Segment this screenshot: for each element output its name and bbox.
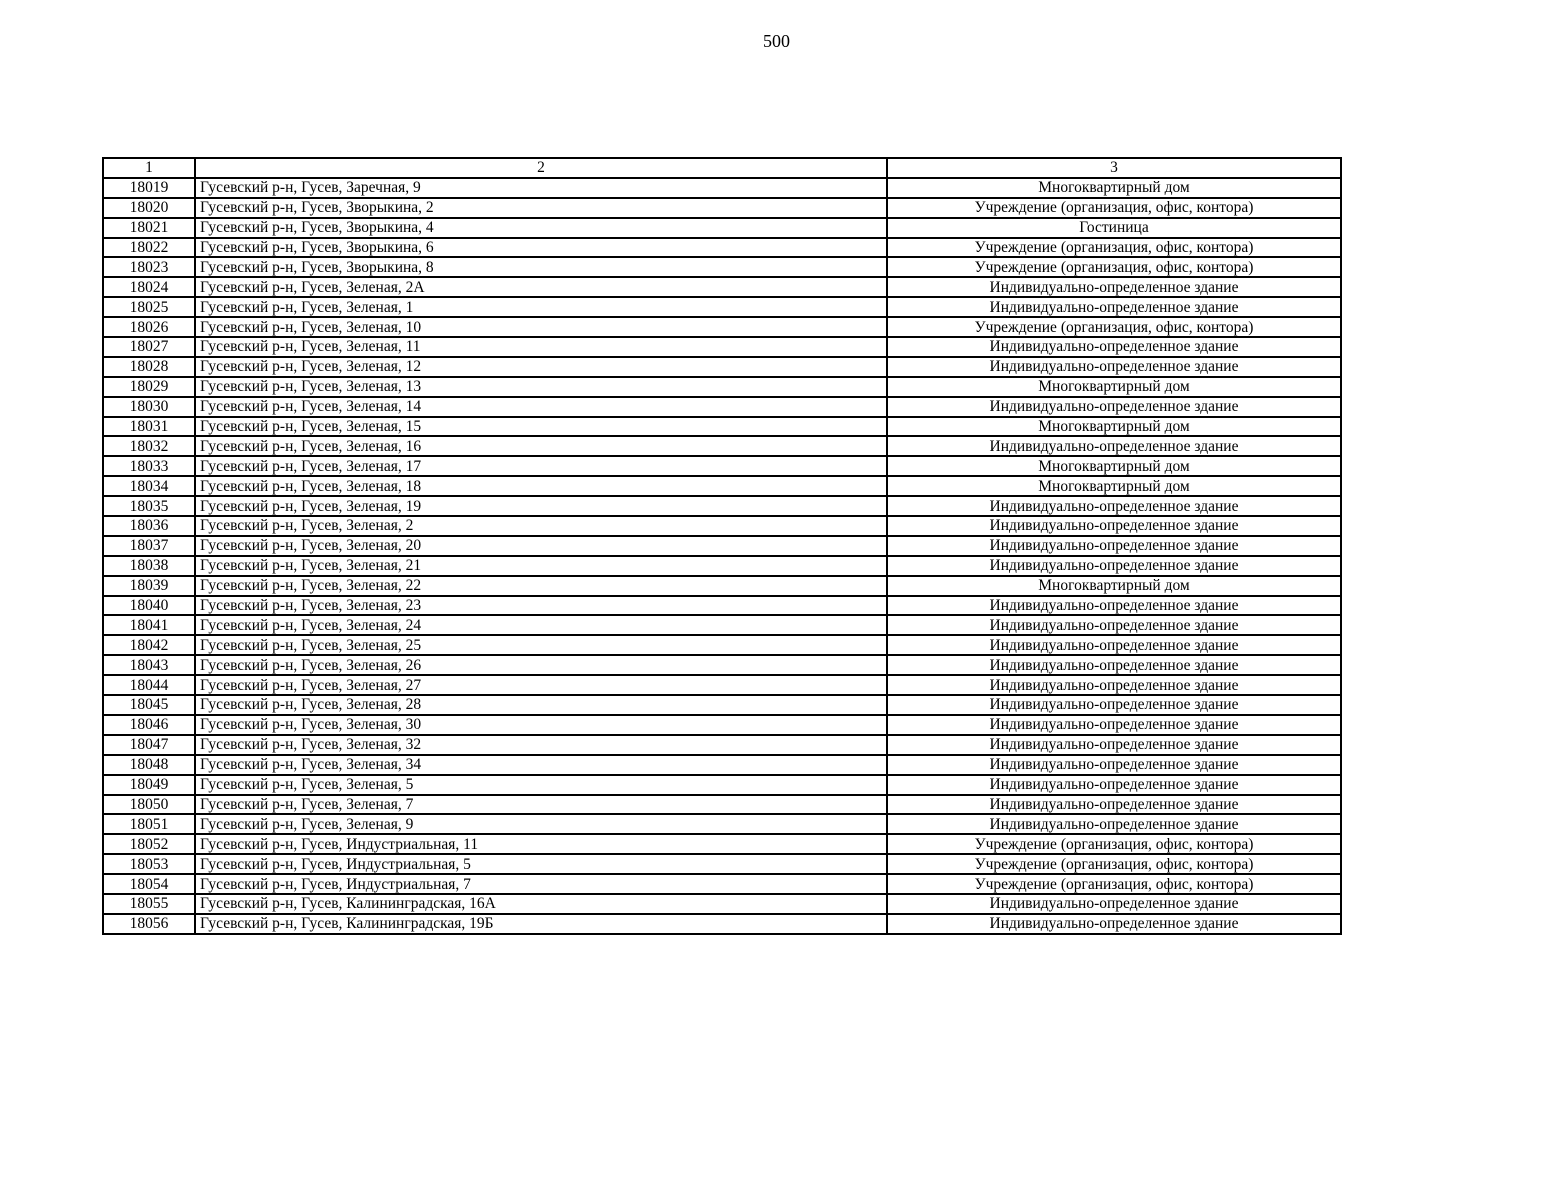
- row-type-cell: Учреждение (организация, офис, контора): [887, 834, 1341, 854]
- row-type-cell: Индивидуально-определенное здание: [887, 615, 1341, 635]
- row-id-cell: 18031: [103, 417, 195, 437]
- row-address-cell: Гусевский р-н, Гусев, Зеленая, 30: [195, 715, 887, 735]
- row-id-cell: 18027: [103, 337, 195, 357]
- row-id-cell: 18046: [103, 715, 195, 735]
- table-row: [103, 715, 1341, 735]
- page-number: 500: [763, 31, 790, 51]
- table-row: [103, 238, 1341, 258]
- row-id-cell: 18034: [103, 476, 195, 496]
- row-address-cell: Гусевский р-н, Гусев, Индустриальная, 11: [195, 834, 887, 854]
- row-id-cell: 18020: [103, 198, 195, 218]
- row-type-cell: Индивидуально-определенное здание: [887, 516, 1341, 536]
- table-row: [103, 277, 1341, 297]
- table-row: [103, 337, 1341, 357]
- row-type-cell: Индивидуально-определенное здание: [887, 655, 1341, 675]
- table-row: [103, 377, 1341, 397]
- row-address-cell: Гусевский р-н, Гусев, Зеленая, 12: [195, 357, 887, 377]
- table-row: [103, 814, 1341, 834]
- row-address-cell: Гусевский р-н, Гусев, Зеленая, 15: [195, 417, 887, 437]
- row-address-cell: Гусевский р-н, Гусев, Зеленая, 11: [195, 337, 887, 357]
- row-id-cell: 18054: [103, 874, 195, 894]
- row-id-cell: 18039: [103, 576, 195, 596]
- row-address-cell: Гусевский р-н, Гусев, Зворыкина, 2: [195, 198, 887, 218]
- table-row: [103, 755, 1341, 775]
- row-address-cell: Гусевский р-н, Гусев, Заречная, 9: [195, 178, 887, 198]
- row-id-cell: 18047: [103, 735, 195, 755]
- row-type-cell: Индивидуально-определенное здание: [887, 496, 1341, 516]
- row-id-cell: 18051: [103, 814, 195, 834]
- row-address-cell: Гусевский р-н, Гусев, Зеленая, 2: [195, 516, 887, 536]
- row-address-cell: Гусевский р-н, Гусев, Калининградская, 19Б: [195, 914, 887, 934]
- row-address-cell: Гусевский р-н, Гусев, Зеленая, 1: [195, 297, 887, 317]
- table-row: [103, 914, 1341, 934]
- row-type-cell: Индивидуально-определенное здание: [887, 914, 1341, 934]
- row-address-cell: Гусевский р-н, Гусев, Зеленая, 22: [195, 576, 887, 596]
- row-address-cell: Гусевский р-н, Гусев, Зеленая, 32: [195, 735, 887, 755]
- row-type-cell: Многоквартирный дом: [887, 456, 1341, 476]
- row-id-cell: 18041: [103, 615, 195, 635]
- row-id-cell: 18032: [103, 436, 195, 456]
- row-type-cell: Индивидуально-определенное здание: [887, 755, 1341, 775]
- row-id-cell: 18026: [103, 317, 195, 337]
- row-address-cell: Гусевский р-н, Гусев, Зеленая, 28: [195, 695, 887, 715]
- row-id-cell: 18055: [103, 894, 195, 914]
- row-address-cell: Гусевский р-н, Гусев, Зеленая, 9: [195, 814, 887, 834]
- row-type-cell: Индивидуально-определенное здание: [887, 297, 1341, 317]
- table-row: [103, 854, 1341, 874]
- row-id-cell: 18021: [103, 218, 195, 238]
- row-id-cell: 18042: [103, 635, 195, 655]
- table-row: [103, 496, 1341, 516]
- row-type-cell: Индивидуально-определенное здание: [887, 814, 1341, 834]
- row-address-cell: Гусевский р-н, Гусев, Зеленая, 14: [195, 397, 887, 417]
- row-type-cell: Индивидуально-определенное здание: [887, 735, 1341, 755]
- row-id-cell: 18037: [103, 536, 195, 556]
- row-address-cell: Гусевский р-н, Гусев, Зеленая, 23: [195, 596, 887, 616]
- row-address-cell: Гусевский р-н, Гусев, Зворыкина, 6: [195, 238, 887, 258]
- table-row: [103, 695, 1341, 715]
- row-id-cell: 18038: [103, 556, 195, 576]
- row-id-cell: 18044: [103, 675, 195, 695]
- row-type-cell: Индивидуально-определенное здание: [887, 596, 1341, 616]
- row-id-cell: 18045: [103, 695, 195, 715]
- table-row: [103, 775, 1341, 795]
- table-row: [103, 198, 1341, 218]
- table-row: [103, 675, 1341, 695]
- table-row: [103, 178, 1341, 198]
- row-id-cell: 18030: [103, 397, 195, 417]
- row-id-cell: 18035: [103, 496, 195, 516]
- row-address-cell: Гусевский р-н, Гусев, Зеленая, 26: [195, 655, 887, 675]
- row-address-cell: Гусевский р-н, Гусев, Калининградская, 16А: [195, 894, 887, 914]
- table-row: [103, 218, 1341, 238]
- row-id-cell: 18025: [103, 297, 195, 317]
- table-row: [103, 894, 1341, 914]
- table-row: [103, 436, 1341, 456]
- row-address-cell: Гусевский р-н, Гусев, Зеленая, 17: [195, 456, 887, 476]
- registry-table: [102, 157, 1342, 935]
- row-id-cell: 18052: [103, 834, 195, 854]
- row-type-cell: Многоквартирный дом: [887, 178, 1341, 198]
- column-header-1: 1: [103, 158, 195, 178]
- row-id-cell: 18036: [103, 516, 195, 536]
- row-address-cell: Гусевский р-н, Гусев, Зеленая, 34: [195, 755, 887, 775]
- table-row: [103, 834, 1341, 854]
- table-row: [103, 795, 1341, 815]
- row-address-cell: Гусевский р-н, Гусев, Зеленая, 7: [195, 795, 887, 815]
- row-type-cell: Учреждение (организация, офис, контора): [887, 874, 1341, 894]
- row-address-cell: Гусевский р-н, Гусев, Индустриальная, 5: [195, 854, 887, 874]
- row-address-cell: Гусевский р-н, Гусев, Зеленая, 25: [195, 635, 887, 655]
- row-id-cell: 18040: [103, 596, 195, 616]
- row-type-cell: Индивидуально-определенное здание: [887, 795, 1341, 815]
- row-id-cell: 18053: [103, 854, 195, 874]
- row-type-cell: Индивидуально-определенное здание: [887, 695, 1341, 715]
- row-id-cell: 18023: [103, 257, 195, 277]
- row-type-cell: Индивидуально-определенное здание: [887, 635, 1341, 655]
- table-row: [103, 357, 1341, 377]
- row-id-cell: 18028: [103, 357, 195, 377]
- row-address-cell: Гусевский р-н, Гусев, Зеленая, 13: [195, 377, 887, 397]
- row-type-cell: Индивидуально-определенное здание: [887, 675, 1341, 695]
- row-address-cell: Гусевский р-н, Гусев, Зеленая, 5: [195, 775, 887, 795]
- row-address-cell: Гусевский р-н, Гусев, Зеленая, 20: [195, 536, 887, 556]
- table-header-row: [103, 158, 1341, 178]
- table-body: [103, 158, 1341, 934]
- row-address-cell: Гусевский р-н, Гусев, Зеленая, 16: [195, 436, 887, 456]
- table-row: [103, 556, 1341, 576]
- column-header-3: 3: [887, 158, 1341, 178]
- table-row: [103, 576, 1341, 596]
- row-type-cell: Учреждение (организация, офис, контора): [887, 257, 1341, 277]
- row-type-cell: Учреждение (организация, офис, контора): [887, 198, 1341, 218]
- row-id-cell: 18024: [103, 277, 195, 297]
- row-type-cell: Учреждение (организация, офис, контора): [887, 238, 1341, 258]
- row-type-cell: Индивидуально-определенное здание: [887, 715, 1341, 735]
- row-address-cell: Гусевский р-н, Гусев, Зеленая, 18: [195, 476, 887, 496]
- row-address-cell: Гусевский р-н, Гусев, Зеленая, 24: [195, 615, 887, 635]
- row-type-cell: Индивидуально-определенное здание: [887, 277, 1341, 297]
- row-id-cell: 18043: [103, 655, 195, 675]
- table-row: [103, 615, 1341, 635]
- table-row: [103, 397, 1341, 417]
- row-address-cell: Гусевский р-н, Гусев, Зворыкина, 8: [195, 257, 887, 277]
- table-row: [103, 297, 1341, 317]
- row-type-cell: Индивидуально-определенное здание: [887, 337, 1341, 357]
- row-id-cell: 18019: [103, 178, 195, 198]
- row-address-cell: Гусевский р-н, Гусев, Зеленая, 21: [195, 556, 887, 576]
- row-type-cell: Индивидуально-определенное здание: [887, 556, 1341, 576]
- row-address-cell: Гусевский р-н, Гусев, Зеленая, 19: [195, 496, 887, 516]
- row-address-cell: Гусевский р-н, Гусев, Зеленая, 27: [195, 675, 887, 695]
- row-address-cell: Гусевский р-н, Гусев, Зеленая, 10: [195, 317, 887, 337]
- table-row: [103, 257, 1341, 277]
- table-row: [103, 655, 1341, 675]
- row-type-cell: Индивидуально-определенное здание: [887, 397, 1341, 417]
- table-row: [103, 516, 1341, 536]
- row-address-cell: Гусевский р-н, Гусев, Зеленая, 2А: [195, 277, 887, 297]
- row-id-cell: 18056: [103, 914, 195, 934]
- table-row: [103, 735, 1341, 755]
- row-type-cell: Индивидуально-определенное здание: [887, 357, 1341, 377]
- row-id-cell: 18048: [103, 755, 195, 775]
- table-row: [103, 456, 1341, 476]
- row-type-cell: Гостиница: [887, 218, 1341, 238]
- table-row: [103, 536, 1341, 556]
- table-row: [103, 874, 1341, 894]
- row-id-cell: 18050: [103, 795, 195, 815]
- row-id-cell: 18022: [103, 238, 195, 258]
- row-type-cell: Учреждение (организация, офис, контора): [887, 854, 1341, 874]
- table-row: [103, 417, 1341, 437]
- row-type-cell: Индивидуально-определенное здание: [887, 775, 1341, 795]
- row-type-cell: Индивидуально-определенное здание: [887, 536, 1341, 556]
- row-type-cell: Многоквартирный дом: [887, 417, 1341, 437]
- row-type-cell: Индивидуально-определенное здание: [887, 436, 1341, 456]
- table-row: [103, 635, 1341, 655]
- table-row: [103, 476, 1341, 496]
- column-header-2: 2: [195, 158, 887, 178]
- table-row: [103, 596, 1341, 616]
- row-id-cell: 18029: [103, 377, 195, 397]
- table-row: [103, 317, 1341, 337]
- row-type-cell: Многоквартирный дом: [887, 377, 1341, 397]
- row-address-cell: Гусевский р-н, Гусев, Индустриальная, 7: [195, 874, 887, 894]
- row-type-cell: Многоквартирный дом: [887, 576, 1341, 596]
- row-id-cell: 18049: [103, 775, 195, 795]
- row-address-cell: Гусевский р-н, Гусев, Зворыкина, 4: [195, 218, 887, 238]
- row-id-cell: 18033: [103, 456, 195, 476]
- row-type-cell: Индивидуально-определенное здание: [887, 894, 1341, 914]
- row-type-cell: Многоквартирный дом: [887, 476, 1341, 496]
- row-type-cell: Учреждение (организация, офис, контора): [887, 317, 1341, 337]
